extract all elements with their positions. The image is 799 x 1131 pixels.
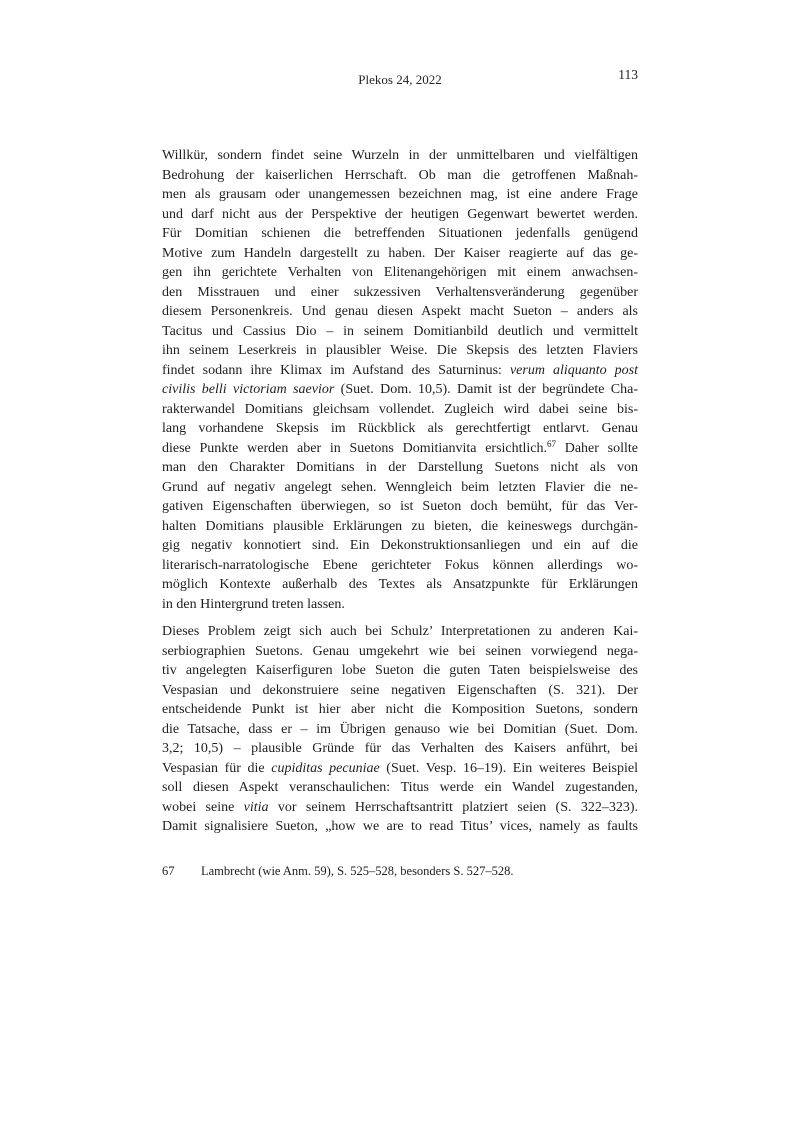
text-segment: Willkür, sondern findet seine Wurzeln in der unmittelbaren und vielfältigen (162, 148, 638, 163)
text-line (162, 556, 638, 576)
text-line (162, 322, 638, 342)
text-segment: und darf nicht aus der Perspektive der heutigen Gegenwart bewertet werden. (162, 206, 638, 222)
text-segment: serbiographien Suetons. Genau umgekehrt wie bei seinen vorwiegend nega- (162, 643, 638, 659)
text-line (162, 642, 638, 662)
text-line (162, 478, 638, 498)
text-line (162, 700, 638, 720)
text-line (162, 622, 638, 642)
text-segment: diesem Personenkreis. Und genau diesen Aspekt macht Sueton – anders als (162, 304, 638, 319)
text-line (162, 739, 638, 759)
text-line (162, 185, 638, 205)
text-line (162, 517, 638, 537)
text-line (162, 302, 638, 322)
text-segment: in den Hintergrund treten lassen. (162, 596, 345, 612)
italic-phrase: vitia (243, 799, 269, 815)
body-text (162, 146, 638, 837)
text-line (162, 497, 638, 517)
text-line (162, 778, 638, 798)
footnote-marker: 67 (547, 439, 556, 449)
text-segment: halten Domitians plausible Erklärungen zu bieten, die keineswegs durchgän- (162, 518, 638, 534)
text-segment: man den Charakter Domitians in der Darstellung Suetons nicht als von (162, 460, 638, 475)
text-segment: Dieses Problem zeigt sich auch bei Schulz’ Interpretationen zu anderen Kai- (162, 624, 638, 639)
text-line (162, 536, 638, 556)
text-line (162, 458, 638, 478)
text-segment: den Misstrauen und einer sukzessiven Verhaltensveränderung gegenüber (162, 284, 638, 300)
text-segment: möglich Kontexte außerhalb des Textes als Ansatzpunkte für Erklärungen (162, 577, 638, 592)
page-number: 113 (618, 67, 638, 82)
text-line (162, 681, 638, 701)
text-segment: 3,2; 10,5) – plausible Gründe für das Verhalten des Kaisers anführt, bei (162, 741, 638, 756)
text-line (162, 595, 638, 615)
text-line (162, 419, 638, 439)
text-segment: wobei seine (162, 799, 244, 815)
paragraph (162, 622, 638, 837)
text-segment: men als grausam oder unangemessen bezeichnen mag, ist eine andere Frage (162, 187, 638, 202)
text-segment: Grund auf negativ angelegt sehen. Wenngleich beim letzten Flavier die ne- (162, 479, 638, 495)
text-segment: soll diesen Aspekt veranschaulichen: Titus werde ein Wandel zugestanden, (162, 780, 638, 795)
text-line (162, 380, 638, 400)
footnote-text: Lambrecht (wie Anm. 59), S. 525–528, besonders S. 527–528. (201, 864, 514, 878)
running-head (162, 67, 638, 92)
italic-phrase: cupiditas pecuniae (271, 760, 380, 776)
text-segment: entscheidende Punkt ist hier aber nicht die Komposition Suetons, sondern (162, 702, 638, 717)
text-line (162, 224, 638, 244)
text-line (162, 439, 638, 459)
footnote-number: 67 (162, 864, 175, 878)
text-line (162, 798, 638, 818)
text-segment: rakterwandel Domitians gleichsam vollendet. Zugleich wird dabei seine bis- (162, 401, 638, 417)
text-line (162, 166, 638, 186)
text-line (162, 720, 638, 740)
text-line (162, 759, 638, 779)
text-segment: literarisch-narratologische Ebene gerichteter Fokus können allerdings wo- (162, 557, 638, 573)
text-line (162, 205, 638, 225)
text-segment: (Suet. Vesp. 16–19). Ein weiteres Beispiel (379, 760, 638, 776)
text-segment: tiv angelegten Kaiserfiguren lobe Sueton die guten Taten beispielsweise des (162, 663, 638, 678)
text-segment: (Suet. Dom. 10,5). Damit ist der begründete Cha- (334, 382, 639, 397)
text-line (162, 400, 638, 420)
text-segment: Damit signalisiere Sueton, „how we are to read Titus’ vices, namely as faults (162, 819, 638, 834)
text-segment: Für Domitian schienen die betreffenden Situationen jedenfalls genügend (162, 226, 638, 241)
text-segment: diese Punkte werden aber in Suetons Domitianvita ersichtlich. (162, 440, 547, 456)
paragraph (162, 146, 638, 614)
text-line (162, 361, 638, 381)
text-segment: Vespasian und dekonstruiere seine negativen Eigenschaften (S. 321). Der (162, 682, 638, 698)
italic-phrase: civilis belli victoriam saevior (162, 382, 335, 397)
text-segment: Bedrohung der kaiserlichen Herrschaft. Ob man die getroffenen Maßnah- (162, 167, 638, 183)
footnote (162, 863, 638, 879)
text-line (162, 244, 638, 264)
text-line (162, 575, 638, 595)
text-segment: vor seinem Herrschaftsantritt platziert seien (S. 322–323). (268, 799, 638, 815)
text-segment: gen ihn gerichtete Verhalten von Elitenangehörigen mit einem anwachsen- (162, 265, 638, 280)
text-segment: lang vorhandene Skepsis im Rückblick als gerechtfertigt entlarvt. Genau (162, 421, 638, 436)
text-line (162, 341, 638, 361)
text-line (162, 283, 638, 303)
text-segment: Vespasian für die (162, 760, 272, 776)
text-segment: Motive zum Handeln dargestellt zu haben. Der Kaiser reagierte auf das ge- (162, 245, 638, 261)
text-segment: die Tatsache, dass er – im Übrigen genauso wie bei Domitian (Suet. Dom. (162, 721, 638, 737)
text-segment: Daher sollte (556, 440, 638, 456)
italic-phrase: verum aliquanto post (509, 362, 638, 378)
text-segment: ihn seinem Leserkreis in plausibler Weise. Die Skepsis des letzten Flaviers (162, 343, 638, 358)
text-line (162, 263, 638, 283)
text-segment: findet sodann ihre Klimax im Aufstand des Saturninus: (162, 362, 510, 378)
text-line (162, 146, 638, 166)
journal-title: Plekos 24, 2022 (358, 72, 442, 87)
text-line (162, 817, 638, 837)
text-segment: Tacitus und Cassius Dio – in seinem Domitianbild deutlich und vermittelt (162, 323, 638, 339)
text-segment: gativen Eigenschaften überwiegen, so ist Sueton doch bemüht, für das Ver- (162, 499, 638, 514)
text-line (162, 661, 638, 681)
text-segment: gig negativ konnotiert sind. Ein Dekonstruktionsanliegen und ein auf die (162, 538, 638, 553)
